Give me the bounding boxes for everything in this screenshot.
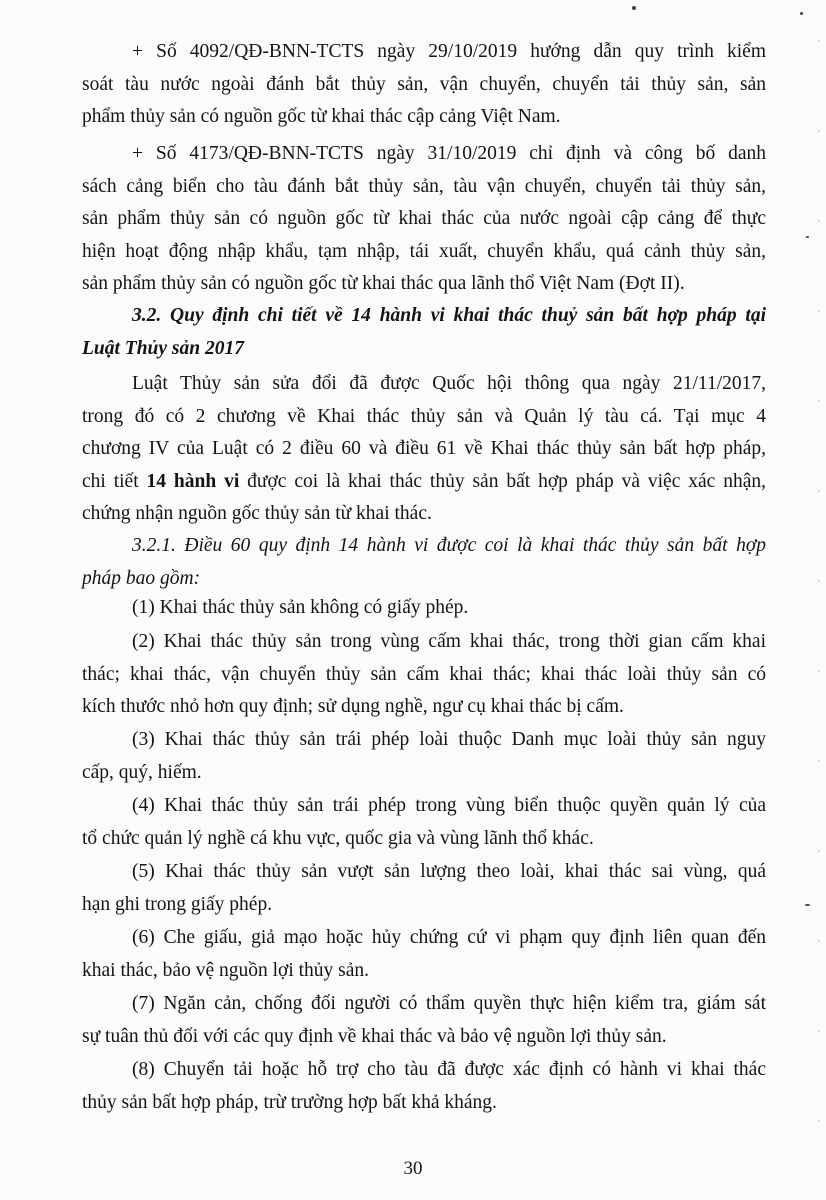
paragraph-fisheries-law xyxy=(82,368,766,531)
text-line: chứng nhận nguồn gốc thủy sản từ khai thác. xyxy=(82,503,432,524)
list-item-7 xyxy=(82,988,766,1053)
text-line: thác; khai thác, vận chuyển thủy sản cấm khai thác; khai thác loài thủy sản có xyxy=(82,663,766,685)
text-line: Luật Thủy sản sửa đổi đã được Quốc hội thông qua ngày 21/11/2017, xyxy=(132,373,766,394)
scan-speck xyxy=(800,12,803,15)
text-line: (7) Ngăn cản, chống đối người có thẩm quyền thực hiện kiểm tra, giám sát xyxy=(132,993,766,1014)
text-line: (1) Khai thác thủy sản không có giấy phép. xyxy=(132,597,469,618)
scan-speck xyxy=(805,904,810,906)
text-line: sản phẩm thủy sản có nguồn gốc từ khai thác qua lãnh thổ Việt Nam (Đợt II). xyxy=(82,273,685,294)
text-line: (2) Khai thác thủy sản trong vùng cấm khai thác, trong thời gian cấm khai xyxy=(132,631,766,652)
text-line: + Số 4173/QĐ-BNN-TCTS ngày 31/10/2019 chỉ định và công bố danh xyxy=(132,143,766,164)
text-line xyxy=(82,466,766,499)
text-line: (5) Khai thác thủy sản vượt sản lượng theo loài, khai thác sai vùng, quá xyxy=(132,861,766,882)
list-item-4 xyxy=(82,790,766,855)
text-segment: được coi là khai thác thủy sản bất hợp pháp và việc xác nhận, xyxy=(239,470,767,492)
section-heading-3-2 xyxy=(82,300,766,365)
text-line: + Số 4092/QĐ-BNN-TCTS ngày 29/10/2019 hướng dẫn quy trình kiểm xyxy=(132,41,766,62)
list-item-3 xyxy=(82,724,766,789)
paragraph-decision-4173 xyxy=(82,138,766,301)
text-line: hạn ghi trong giấy phép. xyxy=(82,893,273,915)
text-line: thủy sản bất hợp pháp, trừ trường hợp bất khả kháng. xyxy=(82,1091,497,1113)
paragraph-decision-4092 xyxy=(82,36,766,134)
text-line: phẩm thủy sản có nguồn gốc từ khai thác cập cảng Việt Nam. xyxy=(82,106,561,127)
text-line: sự tuân thủ đối với các quy định về khai thác và bảo vệ nguồn lợi thủy sản. xyxy=(82,1025,667,1047)
text-line: hiện hoạt động nhập khẩu, tạm nhập, tái xuất, chuyển khẩu, quá cảnh thủy sản, xyxy=(82,240,766,262)
text-line: trong đó có 2 chương về Khai thác thủy sản và Quản lý tàu cá. Tại mục 4 xyxy=(82,405,766,427)
scan-speck xyxy=(632,6,636,10)
bold-text: 14 hành vi xyxy=(146,470,240,492)
list-item-1 xyxy=(82,592,766,625)
text-line: sản phẩm thủy sản có nguồn gốc từ khai thác của nước ngoài cập cảng để thực xyxy=(82,208,766,229)
text-segment: chi tiết xyxy=(82,470,147,492)
scan-speck xyxy=(806,236,809,238)
heading-line: 3.2.1. Điều 60 quy định 14 hành vi được coi là khai thác thủy sản bất hợp xyxy=(132,535,766,556)
text-line: sách cảng biển cho tàu đánh bắt thủy sản, tàu vận chuyển, chuyển tải thủy sản, xyxy=(82,175,766,197)
subsection-heading-3-2-1 xyxy=(82,530,766,595)
text-line: (3) Khai thác thủy sản trái phép loài thuộc Danh mục loài thủy sản nguy xyxy=(132,729,766,750)
text-line: cấp, quý, hiếm. xyxy=(82,761,202,783)
scan-edge-artifact xyxy=(818,0,820,1200)
heading-line: 3.2. Quy định chi tiết về 14 hành vi khai thác thuỷ sản bất hợp pháp tại xyxy=(132,305,766,326)
list-item-2 xyxy=(82,626,766,724)
list-item-5 xyxy=(82,856,766,921)
heading-line: pháp bao gồm: xyxy=(82,567,201,589)
text-line: (8) Chuyển tải hoặc hỗ trợ cho tàu đã được xác định có hành vi khai thác xyxy=(132,1059,766,1080)
text-line: kích thước nhỏ hơn quy định; sử dụng nghề, ngư cụ khai thác bị cấm. xyxy=(82,696,624,717)
text-line: (4) Khai thác thủy sản trái phép trong vùng biển thuộc quyền quản lý của xyxy=(132,795,766,816)
text-line: soát tàu nước ngoài đánh bắt thủy sản, vận chuyển, chuyển tải thủy sản, sản xyxy=(82,73,766,95)
text-line: tổ chức quản lý nghề cá khu vực, quốc gia và vùng lãnh thổ khác. xyxy=(82,827,594,849)
text-line: chương IV của Luật có 2 điều 60 và điều 61 về Khai thác thủy sản bất hợp pháp, xyxy=(82,438,766,459)
text-line: (6) Che giấu, giả mạo hoặc hủy chứng cứ vi phạm quy định liên quan đến xyxy=(132,927,766,948)
text-line: khai thác, bảo vệ nguồn lợi thủy sản. xyxy=(82,959,370,981)
list-item-8 xyxy=(82,1054,766,1119)
page-number: 30 xyxy=(403,1158,423,1179)
heading-line: Luật Thủy sản 2017 xyxy=(82,337,244,359)
list-item-6 xyxy=(82,922,766,987)
